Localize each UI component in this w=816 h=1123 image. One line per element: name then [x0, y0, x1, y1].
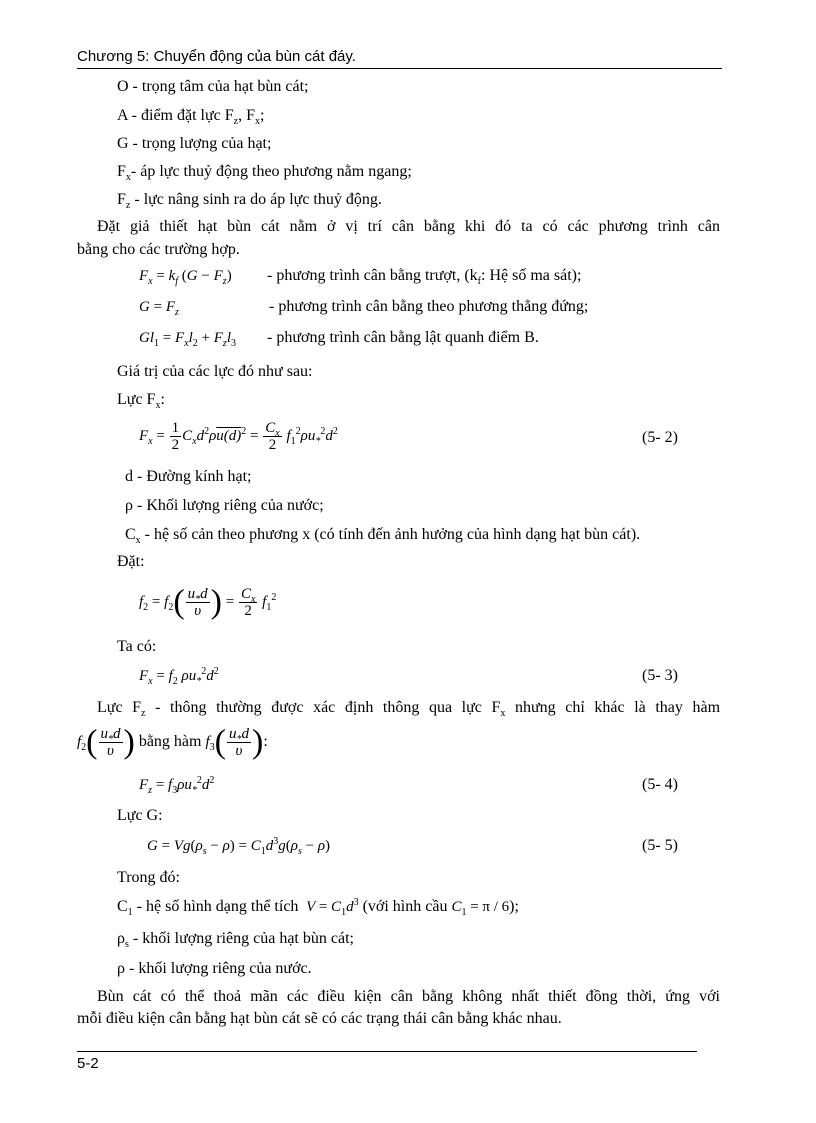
eq-5-3-number: (5- 3): [642, 667, 678, 684]
force-fx-label: Lực $F_x$:: [117, 391, 165, 412]
def-d: d - Đường kính hạt;: [125, 468, 252, 485]
eq-vertical-desc: - phương trình cân bằng theo phương thẳng đứng;: [269, 298, 589, 315]
eq-5-5-formula: $G = Vg(\rho_s - \rho) = C_1d^3g(\rho_s - \rho)$: [147, 836, 331, 857]
dat-label: Đặt:: [117, 553, 145, 570]
page-header: Chương 5: Chuyển động của bùn cát đáy.: [77, 48, 356, 65]
para1-line1: Đặt giả thiết hạt bùn cát nằm ở vị trí cân bằng khi đó ta có các phương trình cân: [97, 218, 720, 235]
def-fz: $F_z$ - lực nâng sinh ra do áp lực thuỷ động.: [117, 191, 382, 212]
para-fz-line2: $f_2$( $\frac{u_*d}{\upsilon}$ ) bằng hàm $f_3$( $\frac{u_*d}{\upsilon}$ ):: [77, 723, 268, 761]
def-g: G - trọng lượng của hạt;: [117, 135, 272, 152]
eq-slide: $F_x = k_f$ $(G - F_z)$: [139, 268, 232, 287]
para-last-line2: mỗi điều kiện cân bằng hạt bùn cát sẽ có các trạng thái cân bằng khác nhau.: [77, 1010, 562, 1027]
eq-5-2-number: (5- 2): [642, 429, 678, 446]
def-cx: $C_x$ - hệ số cản theo phương x (có tính đến ảnh hưởng của hình dạng hạt bùn cát).: [125, 526, 641, 547]
def-o: O - trọng tâm của hạt bùn cát;: [117, 78, 309, 95]
force-g-label: Lực G:: [117, 807, 163, 824]
page-number: 5-2: [77, 1055, 99, 1072]
eq-5-2-formula: $F_x$ = $\frac{1}{2}$ $C_xd^2\rho u(d)^2$ = $\frac{C_x}{2}$ $f_1^2\rho u_*^2d^2$: [139, 420, 338, 454]
header-rule: [77, 68, 722, 69]
eq-vertical: $G = F_z$: [139, 299, 179, 318]
def-c1: $C_1$ - hệ số hình dạng thể tích $V = C_1d^3$ (với hình cầu $C_1 = \pi / 6$);: [117, 897, 519, 919]
eq-slide-desc: - phương trình cân bằng trượt, ($k_f$: Hệ số ma sát);: [267, 267, 582, 288]
footer-rule: [77, 1051, 697, 1052]
def-fx: $F_x-$ áp lực thuỷ động theo phương nằm ngang;: [117, 163, 412, 184]
ta-co-label: Ta có:: [117, 638, 157, 655]
values-intro: Giá trị của các lực đó như sau:: [117, 363, 313, 380]
eq-5-4-number: (5- 4): [642, 776, 678, 793]
def-rhos: $\rho_s$ - khối lượng riêng của hạt bùn cát;: [117, 930, 354, 951]
para-fz-line1: Lực $F_z$ - thông thường được xác định thông qua lực $F_x$ nhưng chỉ khác là thay hàm: [97, 699, 721, 720]
eq-f2-formula: $f_2 = f_2$( $\frac{u_*d}{\upsilon}$ ) = $\frac{C_x}{2}$ $f_1^2$: [139, 583, 277, 621]
def-rho-2: ρ - khối lượng riêng của nước.: [117, 960, 312, 977]
eq-tip: $Gl_1 = F_xl_2 + F_zl_3$: [139, 330, 236, 349]
eq-5-4-formula: $F_z = f_3\rho u_*^2d^2$: [139, 775, 215, 796]
eq-tip-desc: - phương trình cân bằng lật quanh điểm B.: [267, 329, 539, 346]
eq-5-3-formula: $F_x = f_2$ $\rho u_*^2d^2$: [139, 666, 219, 687]
para-last-line1: Bùn cát có thể thoả mãn các điều kiện cân bằng không nhất thiết đồng thời, ứng với: [97, 988, 720, 1005]
def-rho: ρ - Khối lượng riêng của nước;: [125, 497, 324, 514]
def-a: A - điểm đặt lực $F_z$, $F_x$;: [117, 107, 265, 128]
trong-do-label: Trong đó:: [117, 869, 180, 886]
eq-5-5-number: (5- 5): [642, 837, 678, 854]
para1-line2: bằng cho các trường hợp.: [77, 241, 240, 258]
